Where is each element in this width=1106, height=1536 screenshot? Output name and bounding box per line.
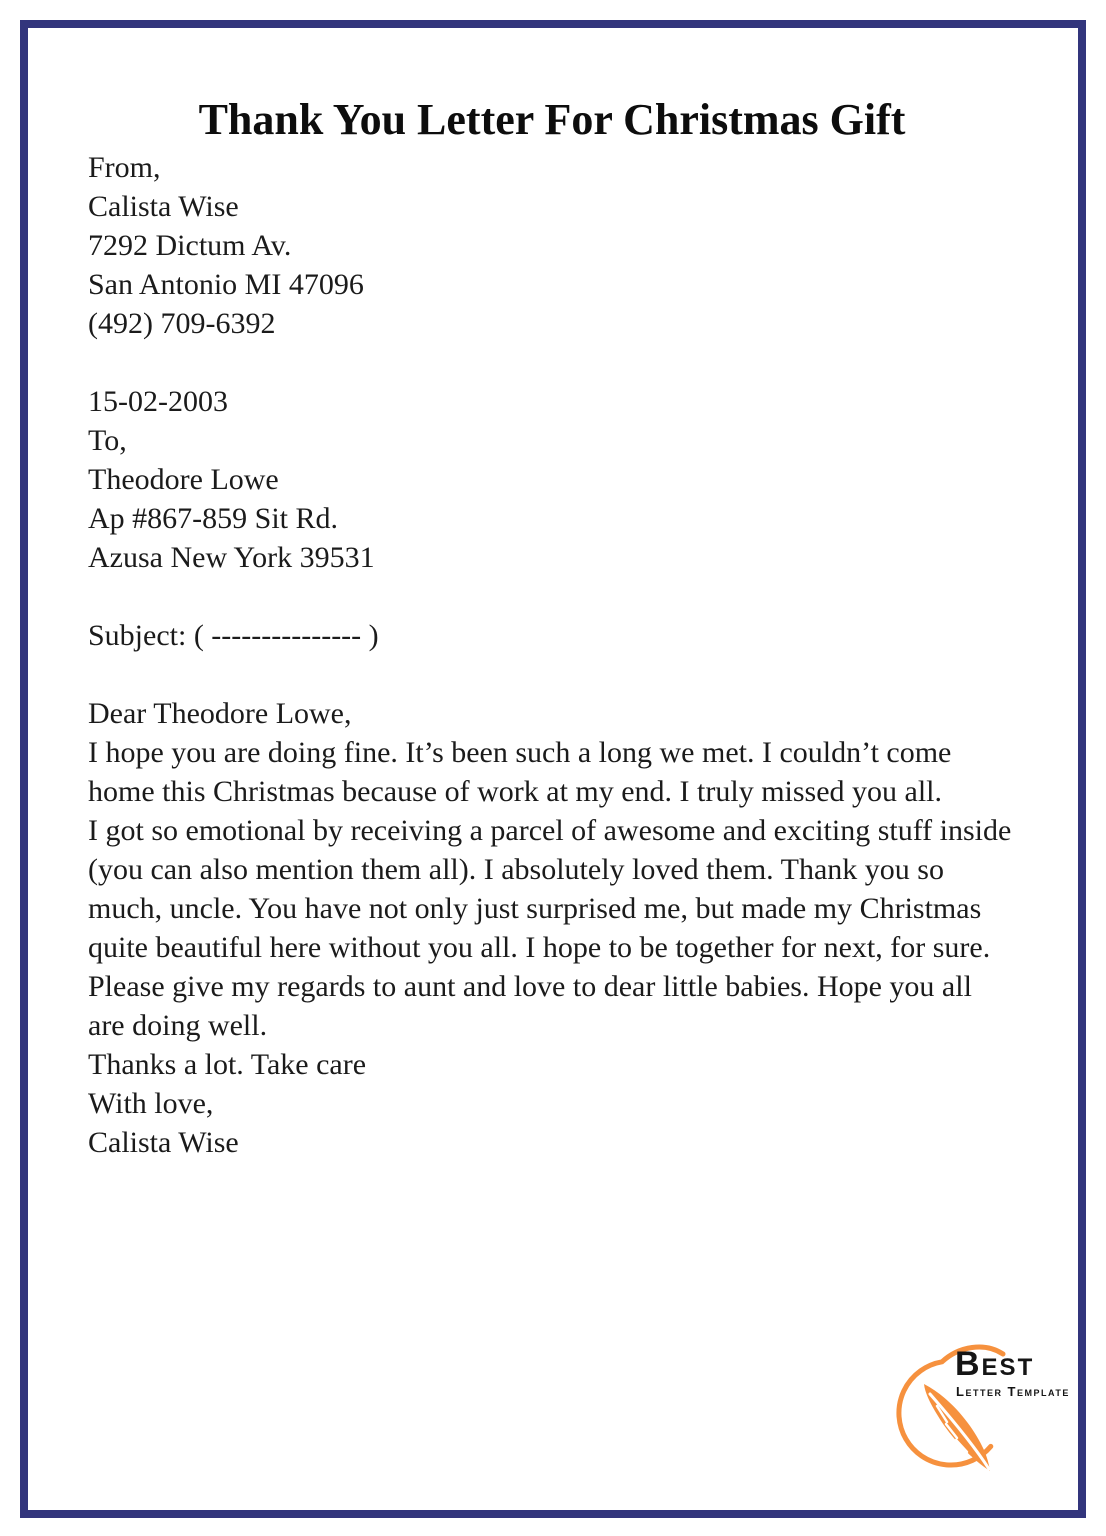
letter-date: 15-02-2003	[88, 385, 228, 418]
sender-name: Calista Wise	[88, 190, 239, 223]
subject-line: Subject: ( --------------- )	[88, 619, 379, 652]
from-label: From,	[88, 151, 161, 184]
to-label: To,	[88, 424, 127, 457]
closing: With love,	[88, 1087, 214, 1120]
sender-phone: (492) 709-6392	[88, 307, 276, 340]
recipient-city: Azusa New York 39531	[88, 541, 375, 574]
body-paragraph-4: Thanks a lot. Take care	[88, 1048, 367, 1081]
recipient-name: Theodore Lowe	[88, 463, 279, 496]
body-paragraph-2: I got so emotional by receiving a parcel of awesome and exciting stuff inside (you can also mention them all). I absolutely loved them. Thank you so much, uncle. You have not only just surprised me, but made my Christmas quite beautiful here without you all. I hope to be together for next, for sure.	[88, 814, 1012, 964]
logo-brand-name: Best	[955, 1345, 1035, 1383]
sender-block	[88, 148, 1016, 343]
recipient-street: Ap #867-859 Sit Rd.	[88, 502, 339, 535]
logo-tagline: Letter Template	[956, 1384, 1070, 1399]
recipient-block	[88, 421, 1016, 577]
body-paragraph-1: I hope you are doing fine. It’s been such a long we met. I couldn’t come home this Christmas because of work at my end. I truly missed you all.	[88, 736, 952, 808]
sender-city: San Antonio MI 47096	[88, 268, 364, 301]
brand-logo	[893, 1338, 1073, 1478]
body-paragraph-3: Please give my regards to aunt and love to dear little babies. Hope you all are doing well.	[88, 970, 972, 1042]
page-title: Thank You Letter For Christmas Gift	[198, 95, 906, 144]
letter-content	[88, 28, 1016, 1162]
letter-body	[88, 733, 1016, 1084]
sender-street: 7292 Dictum Av.	[88, 229, 292, 262]
signature-name: Calista Wise	[88, 1126, 239, 1159]
signature-block	[88, 1084, 1016, 1162]
salutation: Dear Theodore Lowe,	[88, 697, 352, 730]
